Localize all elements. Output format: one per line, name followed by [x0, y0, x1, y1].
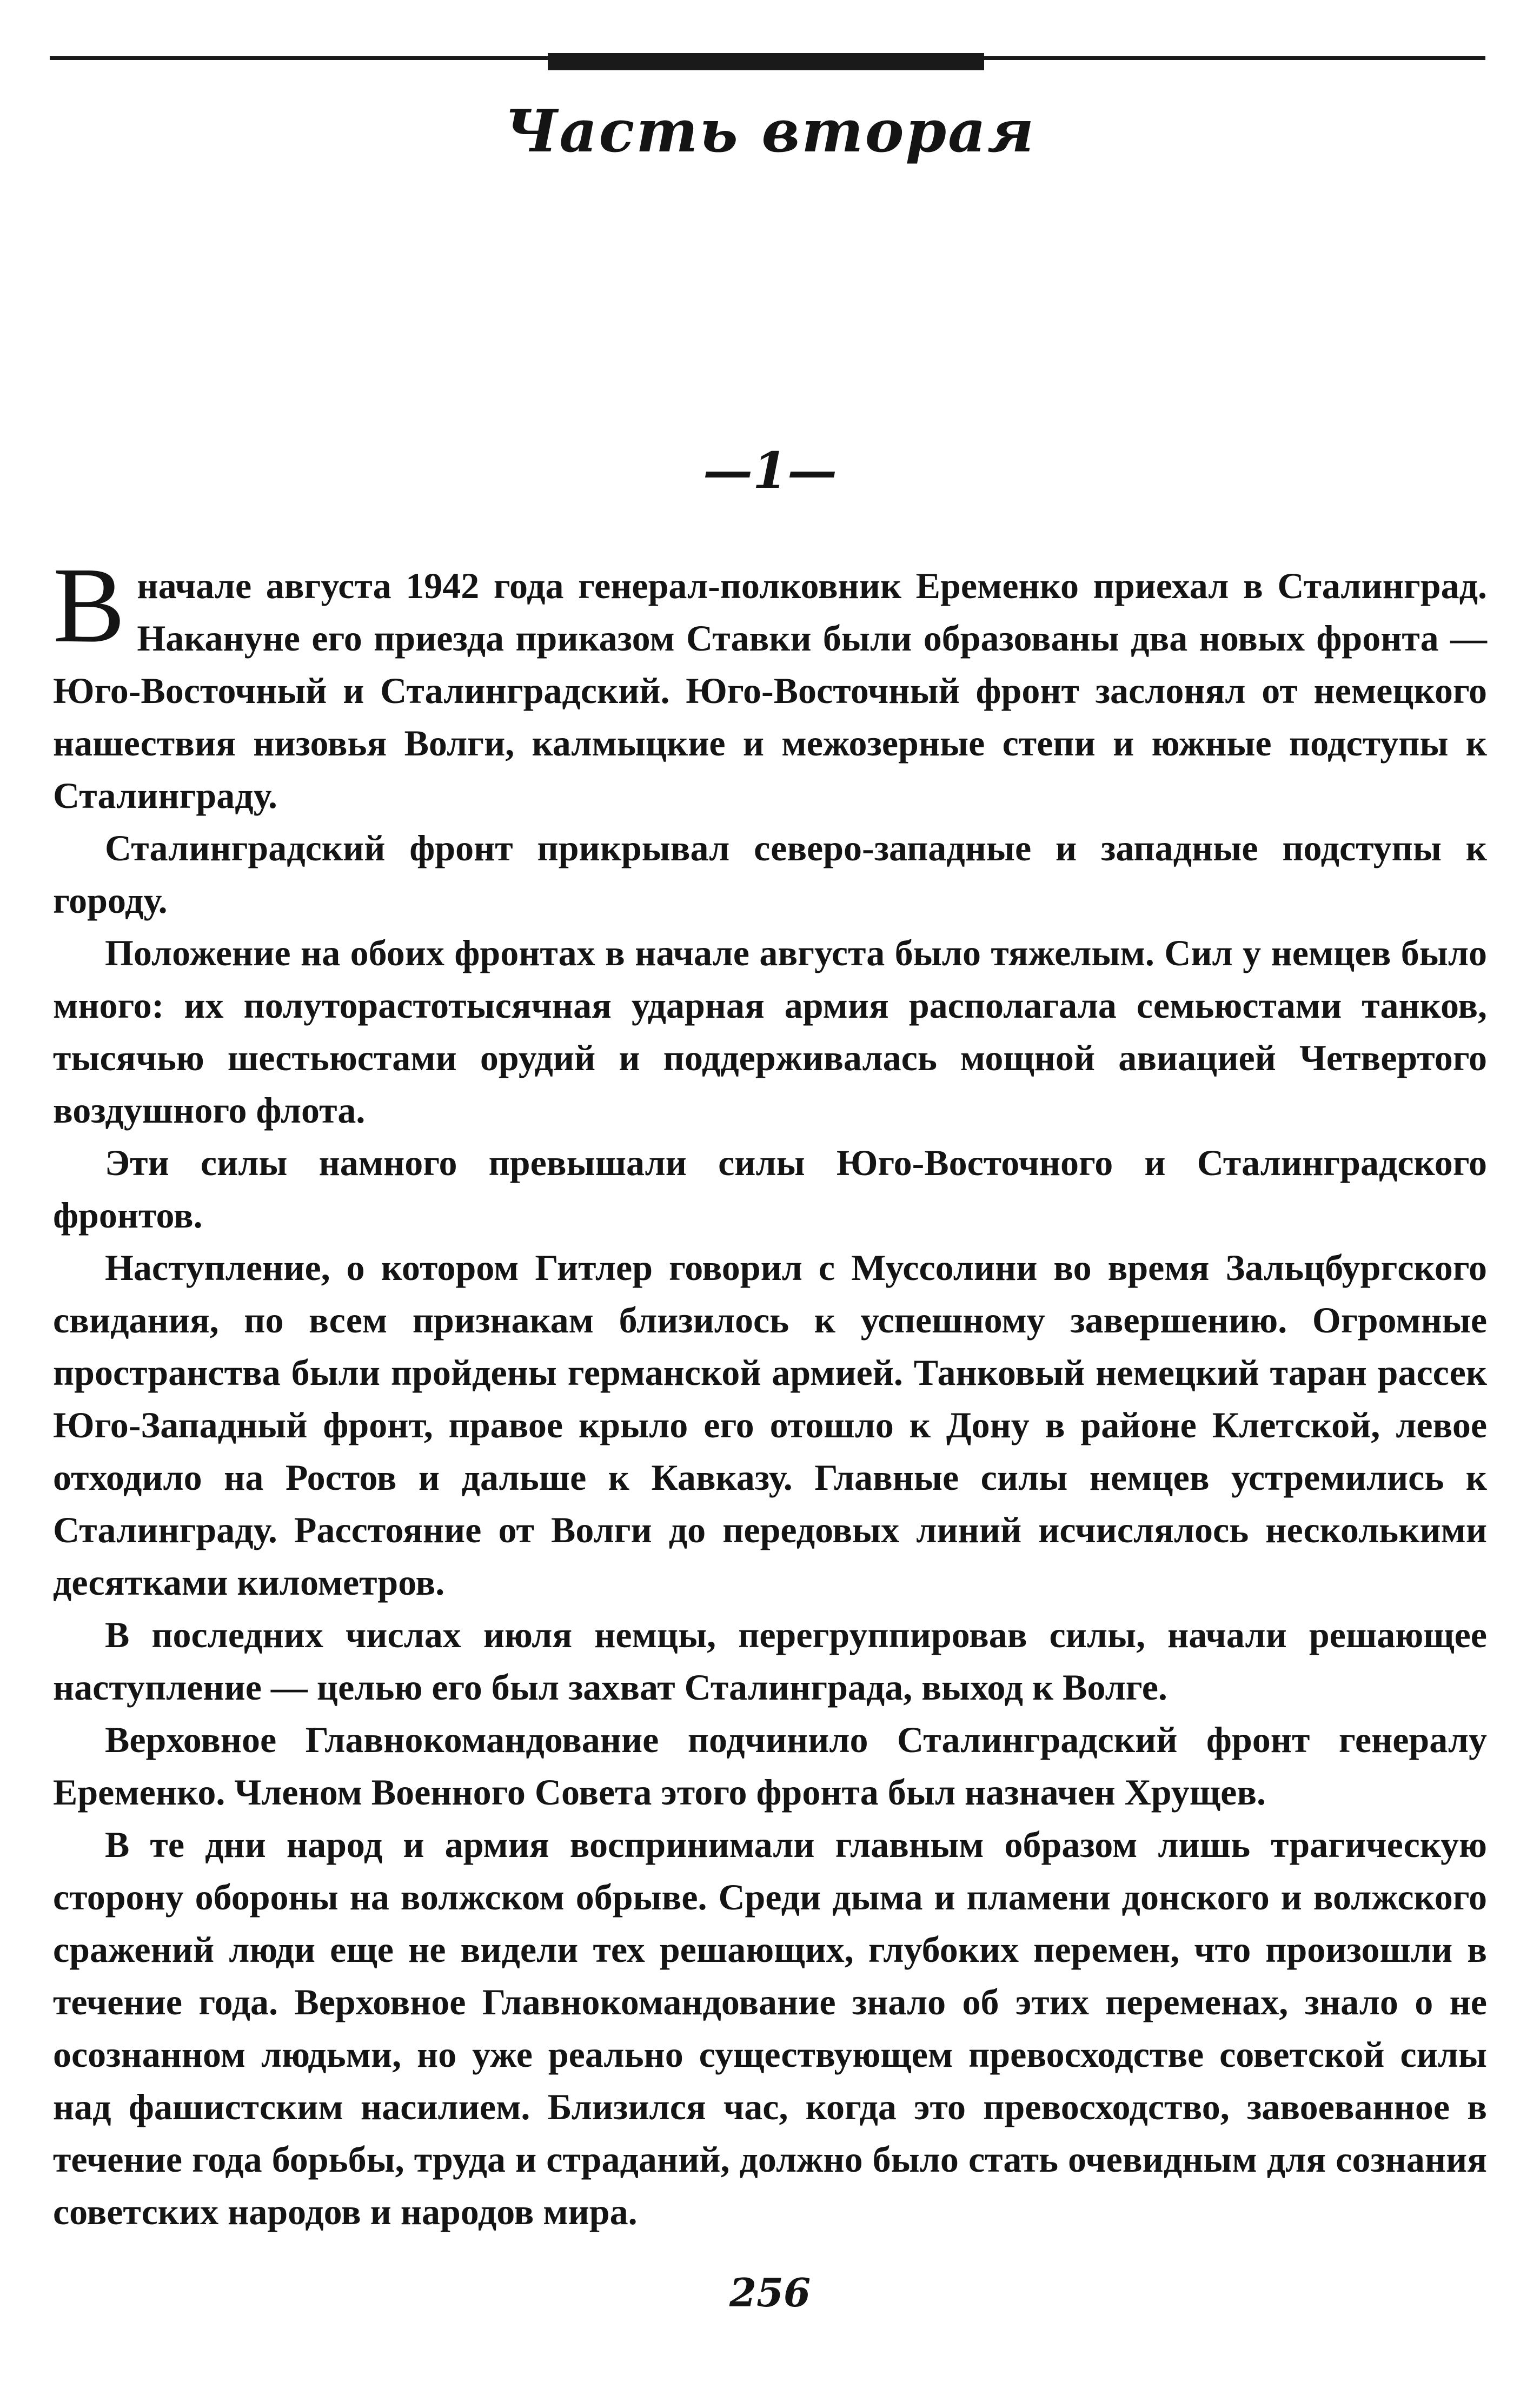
- header-bar-ornament: [548, 53, 984, 70]
- paragraph-1: [53, 546, 1487, 822]
- paragraph-8: В те дни народ и армия воспринимали главным образом лишь трагическую сторону обороны на волжском обрыве. Среди дыма и пламени донского и волжского сражений люди еще не видели тех решающих, глубоких перемен, что произошли в течение года. Верховное Главнокомандование знало об этих переменах, знало о не осознанном людьми, но уже реально существующем превосходстве советской силы над фашистским насилием. Близился час, когда это превосходство, завоеванное в течение года борьбы, труда и страданий, должно было стать очевидным для сознания советских народов и народов мира.: [53, 1824, 1487, 2232]
- paragraph-7: Верховное Главнокомандование подчинило Сталинградский фронт генералу Еременко. Членом Военного Совета этого фронта был назначен Хрущев.: [53, 1719, 1487, 1813]
- paragraph-2: Сталинградский фронт прикрывал северо-западные и западные подступы к городу.: [53, 827, 1487, 921]
- chapter-number: —1—: [702, 441, 837, 500]
- page-number: 256: [729, 2270, 811, 2316]
- part-title: Часть вторая: [504, 97, 1036, 165]
- drop-cap: В: [53, 546, 125, 665]
- paragraph-3: Положение на обоих фронтах в начале августа было тяжелым. Сил у немцев было много: их полуторастотысячная ударная армия располагала семьюстами танков, тысячью шестьюстами орудий и поддерживалась мощной авиацией Четвертого воздушного флота.: [53, 932, 1487, 1131]
- paragraph-1-text: начале августа 1942 года генерал-полковник Еременко приехал в Сталинград. Накануне его приезда приказом Ставки были образованы два новых фронта — Юго-Восточный и Сталинградский. Юго-Восточный фронт заслонял от немецкого нашествия низовья Волги, калмыцкие и межозерные степи и южные подступы к Сталинграду.: [53, 565, 1487, 816]
- paragraph-6: В последних числах июля немцы, перегруппировав силы, начали решающее наступление — целью его был захват Сталинграда, выход к Волге.: [53, 1614, 1487, 1708]
- chapter-text: [53, 546, 1487, 2238]
- paragraph-4: Эти силы намного превышали силы Юго-Восточного и Сталинградского фронтов.: [53, 1142, 1487, 1236]
- paragraph-5: Наступление, о котором Гитлер говорил с Муссолини во время Зальцбургского свидания, по всем признакам близилось к успешному завершению. Огромные пространства были пройдены германской армией. Танковый немецкий таран рассек Юго-Западный фронт, правое крыло его отошло к Дону в районе Клетской, левое отходило на Ростов и дальше к Кавказу. Главные силы немцев устремились к Сталинграду. Расстояние от Волги до передовых линий исчислялось несколькими десятками километров.: [53, 1247, 1487, 1603]
